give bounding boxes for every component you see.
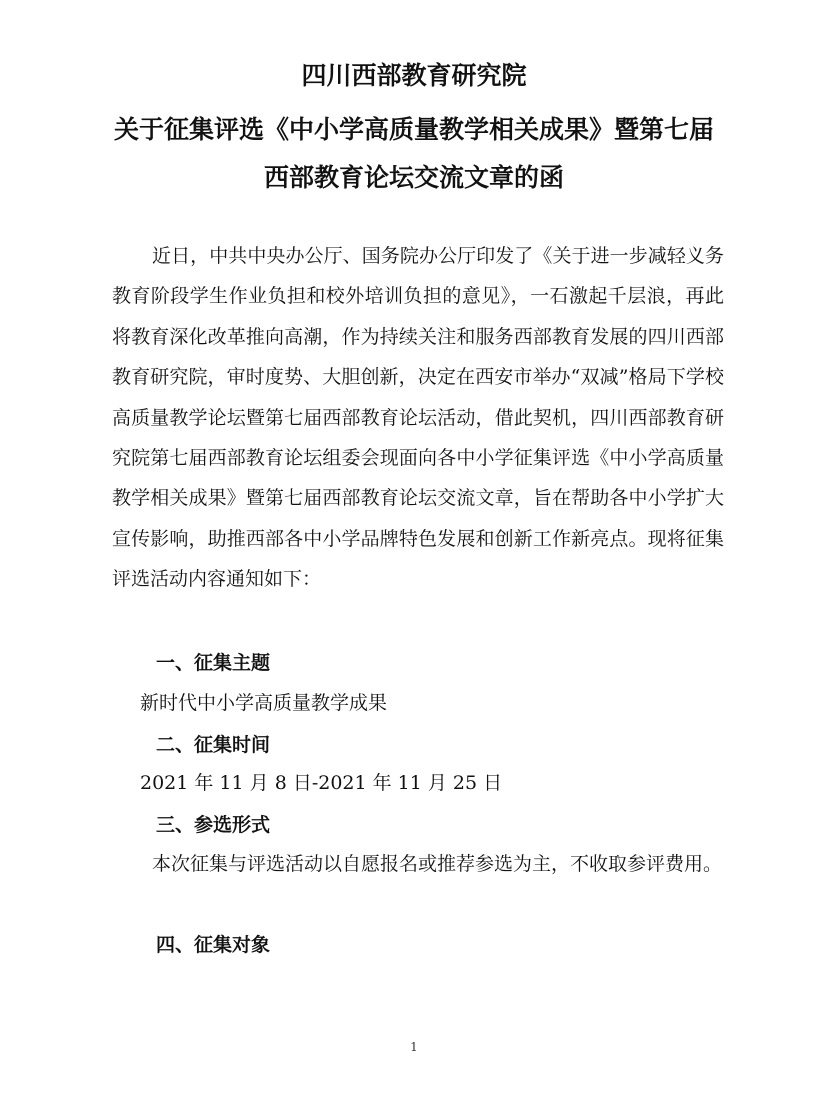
letter-title-line2: 西部教育论坛交流文章的函 (263, 163, 564, 192)
section-heading-target: 四、征集对象 (156, 934, 271, 956)
section-heading-theme: 一、征集主题 (156, 652, 271, 674)
section-text-time: 2021 年 11 月 8 日-2021 年 11 月 25 日 (140, 772, 503, 794)
page-number: 1 (410, 1040, 418, 1054)
institute-title: 四川西部教育研究院 (301, 61, 527, 90)
section-text-theme: 新时代中小学高质量教学成果 (140, 692, 388, 714)
section-heading-format: 三、参选形式 (156, 814, 271, 836)
section-heading-time: 二、征集时间 (156, 734, 271, 756)
intro-paragraph: 近日，中共中央办公厅、国务院办公厅印发了《关于进一步减轻义务教育阶段学生作业负担和校外培训负担的意见》，一石激起千层浪，再此将教育深化改革推向高潮，作为持续关注和服务西部教育发展的四川西部教育研究院，审时度势、大胆创新，决定在西安市举办“双减”格局下学校高质量教学论坛暨第七届西部教育论坛活动，借此契机，四川西部教育研究院第七届西部教育论坛组委会现面向各中小学征集评选《中小学高质量教学相关成果》暨第七届西部教育论坛交流文章，旨在帮助各中小学扩大宣传影响，助推西部各中小学品牌特色发展和创新工作新亮点。现将征集评选活动内容通知如下： (112, 245, 724, 591)
section-text-format: 本次征集与评选活动以自愿报名或推荐参选为主，不收取参评费用。 (152, 853, 723, 875)
letter-title-line1: 关于征集评选《中小学高质量教学相关成果》暨第七届 (113, 115, 714, 144)
